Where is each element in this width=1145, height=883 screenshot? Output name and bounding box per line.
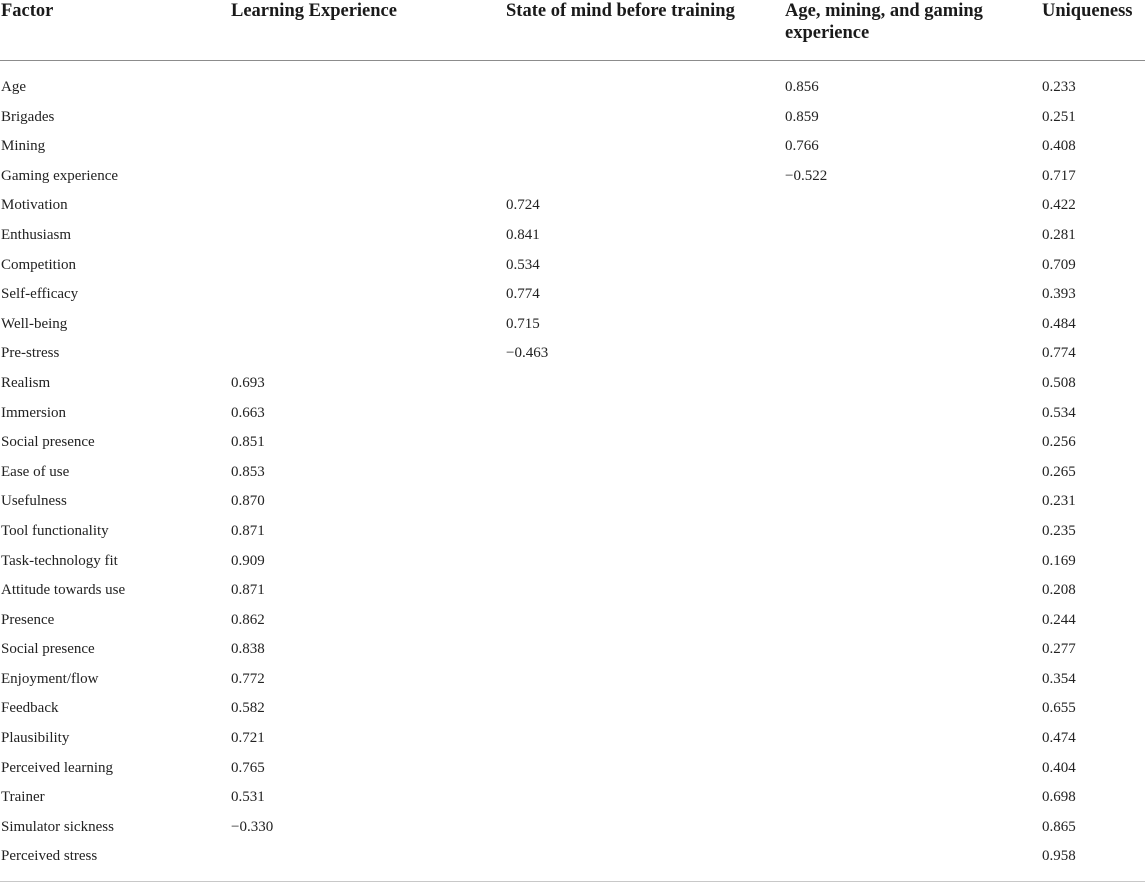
table-row	[0, 517, 1145, 547]
header-state-of-mind: State of mind before training	[506, 1, 735, 21]
uniqueness-cell: 0.655	[1042, 700, 1076, 717]
table-row	[0, 458, 1145, 488]
uniqueness-cell: 0.534	[1042, 404, 1076, 421]
factor-cell: Trainer	[1, 789, 45, 806]
uniqueness-cell: 0.404	[1042, 759, 1076, 776]
table-row	[0, 162, 1145, 192]
learning-experience-cell: 0.693	[231, 374, 265, 391]
state-of-mind-cell: 0.715	[506, 315, 540, 332]
factor-cell: Pre-stress	[1, 345, 60, 362]
factor-cell: Realism	[1, 374, 51, 391]
uniqueness-cell: 0.277	[1042, 641, 1076, 658]
uniqueness-cell: 0.408	[1042, 138, 1076, 155]
state-of-mind-cell: 0.534	[506, 256, 540, 273]
factor-cell: Simulator sickness	[1, 818, 114, 835]
uniqueness-cell: 0.256	[1042, 434, 1076, 451]
table-row	[0, 694, 1145, 724]
uniqueness-cell: 0.231	[1042, 493, 1076, 510]
header-factor: Factor	[1, 1, 54, 21]
learning-experience-cell: 0.853	[231, 463, 265, 480]
factor-cell: Social presence	[1, 641, 95, 658]
table-row	[0, 547, 1145, 577]
uniqueness-cell: 0.354	[1042, 670, 1076, 687]
uniqueness-cell: 0.265	[1042, 463, 1076, 480]
table-row	[0, 132, 1145, 162]
state-of-mind-cell: 0.841	[506, 226, 540, 243]
learning-experience-cell: 0.721	[231, 730, 265, 747]
table-row	[0, 754, 1145, 784]
uniqueness-cell: 0.208	[1042, 582, 1076, 599]
factor-cell: Presence	[1, 611, 55, 628]
factor-cell: Perceived learning	[1, 759, 114, 776]
learning-experience-cell: 0.663	[231, 404, 265, 421]
age-mining-gaming-cell: 0.859	[785, 108, 819, 125]
uniqueness-cell: 0.233	[1042, 79, 1076, 95]
factor-cell: Perceived stress	[1, 848, 98, 865]
factor-cell: Ease of use	[1, 463, 70, 480]
table-row	[0, 251, 1145, 281]
factor-cell: Feedback	[1, 700, 59, 717]
table-row	[0, 310, 1145, 340]
table-row	[0, 428, 1145, 458]
age-mining-gaming-cell: −0.522	[785, 167, 828, 184]
uniqueness-cell: 0.698	[1042, 789, 1076, 806]
learning-experience-cell: 0.851	[231, 434, 265, 451]
learning-experience-cell: 0.765	[231, 759, 265, 776]
uniqueness-cell: 0.393	[1042, 286, 1076, 303]
table-row	[0, 399, 1145, 429]
learning-experience-cell: 0.862	[231, 611, 265, 628]
factor-cell: Task-technology fit	[1, 552, 118, 569]
factor-cell: Enjoyment/flow	[1, 670, 99, 687]
uniqueness-cell: 0.865	[1042, 818, 1076, 835]
header-learning-experience: Learning Experience	[231, 1, 397, 21]
factor-cell: Enthusiasm	[1, 226, 71, 243]
factor-cell: Attitude towards use	[1, 582, 126, 599]
learning-experience-cell: 0.772	[231, 670, 265, 687]
age-mining-gaming-cell: 0.856	[785, 79, 819, 95]
factor-cell: Social presence	[1, 434, 95, 451]
table-row	[0, 73, 1145, 103]
learning-experience-cell: 0.582	[231, 700, 265, 717]
table-row	[0, 813, 1145, 843]
uniqueness-cell: 0.235	[1042, 522, 1076, 539]
learning-experience-cell: 0.531	[231, 789, 265, 806]
table-row	[0, 724, 1145, 754]
table-body	[0, 73, 1145, 872]
uniqueness-cell: 0.958	[1042, 848, 1076, 865]
learning-experience-cell: −0.330	[231, 818, 274, 835]
table-row	[0, 280, 1145, 310]
factor-cell: Motivation	[1, 197, 68, 214]
table-row	[0, 339, 1145, 369]
table-row	[0, 191, 1145, 221]
learning-experience-cell: 0.838	[231, 641, 265, 658]
table-row	[0, 103, 1145, 133]
uniqueness-cell: 0.422	[1042, 197, 1076, 214]
learning-experience-cell: 0.909	[231, 552, 265, 569]
factor-cell: Brigades	[1, 108, 55, 125]
uniqueness-cell: 0.717	[1042, 167, 1076, 184]
table-row	[0, 606, 1145, 636]
state-of-mind-cell: 0.774	[506, 286, 540, 303]
header-age-mining-gaming: Age, mining, and gaming experience	[785, 1, 983, 43]
factor-cell: Plausibility	[1, 730, 70, 747]
state-of-mind-cell: −0.463	[506, 345, 549, 362]
table-row	[0, 783, 1145, 813]
learning-experience-cell: 0.870	[231, 493, 265, 510]
uniqueness-cell: 0.709	[1042, 256, 1076, 273]
factor-cell: Self-efficacy	[1, 286, 79, 303]
factor-cell: Well-being	[1, 315, 68, 332]
learning-experience-cell: 0.871	[231, 582, 265, 599]
table-header	[0, 0, 1145, 61]
uniqueness-cell: 0.169	[1042, 552, 1076, 569]
factor-cell: Tool functionality	[1, 522, 109, 539]
bottom-rule	[0, 881, 1145, 882]
table-row	[0, 221, 1145, 251]
uniqueness-cell: 0.484	[1042, 315, 1076, 332]
uniqueness-cell: 0.474	[1042, 730, 1076, 747]
uniqueness-cell: 0.244	[1042, 611, 1076, 628]
factor-cell: Usefulness	[1, 493, 67, 510]
table-row	[0, 576, 1145, 606]
factor-cell: Age	[1, 79, 26, 95]
uniqueness-cell: 0.508	[1042, 374, 1076, 391]
table-row	[0, 842, 1145, 872]
table-row	[0, 635, 1145, 665]
table-row	[0, 665, 1145, 695]
uniqueness-cell: 0.251	[1042, 108, 1076, 125]
state-of-mind-cell: 0.724	[506, 197, 540, 214]
factor-cell: Gaming experience	[1, 167, 119, 184]
factor-cell: Mining	[1, 138, 46, 155]
learning-experience-cell: 0.871	[231, 522, 265, 539]
uniqueness-cell: 0.774	[1042, 345, 1076, 362]
age-mining-gaming-cell: 0.766	[785, 138, 819, 155]
table-row	[0, 487, 1145, 517]
table-row	[0, 369, 1145, 399]
uniqueness-cell: 0.281	[1042, 226, 1076, 243]
factor-cell: Competition	[1, 256, 76, 273]
header-uniqueness: Uniqueness	[1042, 1, 1133, 21]
factor-cell: Immersion	[1, 404, 66, 421]
